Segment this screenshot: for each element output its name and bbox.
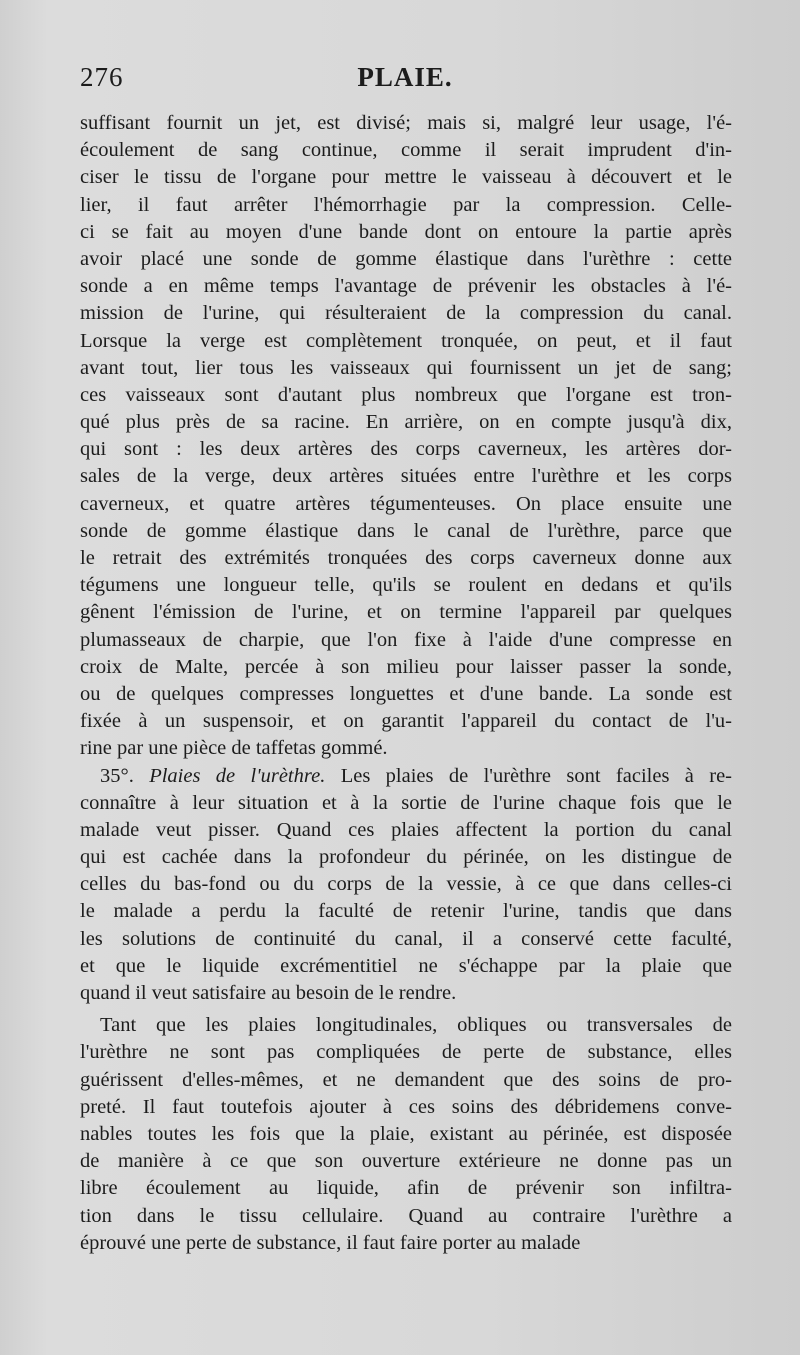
text-line: fixée à un suspensoir, et on garantit l'appareil du contact de l'u-: [80, 710, 732, 733]
text-line: guérissent d'elles-mêmes, et ne demandent que des soins de pro-: [80, 1068, 732, 1091]
text-line: Tant que les plaies longitudinales, obliques ou transversales de: [100, 1014, 732, 1037]
body-text: [80, 110, 732, 1257]
section-title: Plaies de l'urèthre.: [149, 764, 326, 787]
text-line: mission de l'urine, qui résulteraient de la compression du canal.: [80, 302, 732, 325]
text-line: Lorsque la verge est complètement tronquée, on peut, et il faut: [80, 329, 732, 352]
section-first-line: [80, 763, 732, 790]
text-line: malade veut pisser. Quand ces plaies affectent la portion du canal: [80, 818, 732, 841]
text-line: ciser le tissu de l'organe pour mettre le vaisseau à découvert et le: [80, 166, 732, 189]
running-title: PLAIE.: [357, 62, 453, 92]
text-line: ou de quelques compresses longuettes et d'une bande. La sonde est: [80, 682, 732, 705]
text-line: l'urèthre ne sont pas compliquées de perte de substance, elles: [80, 1041, 732, 1064]
text-line: de manière à ce que son ouverture extérieure ne donne pas un: [80, 1150, 732, 1173]
text-line: lier, il faut arrêter l'hémorrhagie par la compression. Celle-: [80, 193, 732, 216]
text-line: ces vaisseaux sont d'autant plus nombreux que l'organe est tron-: [80, 383, 732, 406]
text-line: éprouvé une perte de substance, il faut faire porter au malade: [80, 1231, 581, 1254]
text-line: preté. Il faut toutefois ajouter à ces soins des débridemens conve-: [80, 1095, 732, 1118]
text-line: tégumens une longueur telle, qu'ils se roulent en dedans et qu'ils: [80, 574, 732, 597]
text-line: sales de la verge, deux artères situées entre l'urèthre et les corps: [80, 465, 732, 488]
text-line: écoulement de sang continue, comme il serait imprudent d'in-: [80, 139, 732, 162]
text-line: plumasseaux de charpie, que l'on fixe à l'aide d'une compresse en: [80, 628, 732, 651]
text-line: le retrait des extrémités tronquées des corps caverneux donne aux: [80, 547, 732, 569]
text-line: les solutions de continuité du canal, il a conservé cette faculté,: [80, 927, 732, 950]
text-line: sonde a en même temps l'avantage de prévenir les obstacles à l'é-: [80, 275, 732, 298]
page-number: 276: [80, 62, 124, 92]
text-line: nables toutes les fois que la plaie, existant au périnée, est disposée: [80, 1122, 732, 1145]
text-line: qui est cachée dans la profondeur du périnée, on les distingue de: [80, 846, 732, 869]
text-line: le malade a perdu la faculté de retenir l'urine, tandis que dans: [80, 900, 732, 923]
text-line: sonde de gomme élastique dans le canal de l'urèthre, parce que: [80, 519, 732, 542]
section-number: 35°.: [100, 764, 134, 787]
text-line: avoir placé une sonde de gomme élastique dans l'urèthre : cette: [80, 247, 732, 270]
text-line: croix de Malte, percée à son milieu pour laisser passer la sonde,: [80, 655, 732, 678]
text-line: et que le liquide excrémentitiel ne s'échappe par la plaie que: [80, 954, 732, 977]
text-line: tion dans le tissu cellulaire. Quand au contraire l'urèthre a: [80, 1204, 732, 1227]
section-first-line-rest: Les plaies de l'urèthre sont faciles à re-: [340, 764, 733, 787]
text-line: qué plus près de sa racine. En arrière, on en compte jusqu'à dix,: [80, 411, 732, 434]
text-line: qui sont : les deux artères des corps caverneux, les artères dor-: [80, 438, 732, 461]
text-line: caverneux, et quatre artères tégumenteuses. On place ensuite une: [80, 492, 732, 515]
page-header: [80, 62, 730, 98]
text-line: gênent l'émission de l'urine, et on termine l'appareil par quelques: [80, 601, 732, 624]
text-line: ci se fait au moyen d'une bande dont on entoure la partie après: [80, 220, 732, 243]
text-line: quand il veut satisfaire au besoin de le rendre.: [80, 982, 457, 1004]
text-line: suffisant fournit un jet, est divisé; mais si, malgré leur usage, l'é-: [80, 112, 732, 134]
text-line: connaître à leur situation et à la sortie de l'urine chaque fois que le: [80, 791, 732, 814]
text-line: avant tout, lier tous les vaisseaux qui fournissent un jet de sang;: [80, 356, 732, 379]
text-line: celles du bas-fond ou du corps de la vessie, à ce que dans celles-ci: [80, 873, 732, 896]
text-line: libre écoulement au liquide, afin de prévenir son infiltra-: [80, 1177, 732, 1200]
text-line: rine par une pièce de taffetas gommé.: [80, 737, 388, 760]
